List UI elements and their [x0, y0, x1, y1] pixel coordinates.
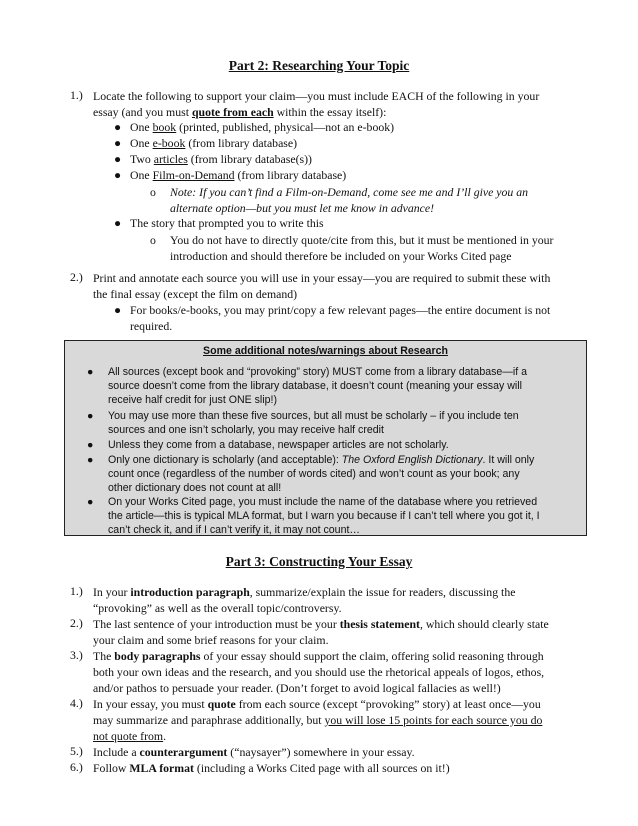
part3-item1-number: 1.) [70, 584, 83, 598]
part3-item5-text: Include a counterargument (“naysayer”) somewhere in your essay. [93, 745, 415, 759]
bullet-icon: ● [114, 136, 122, 150]
circle-bullet-icon: o [150, 185, 156, 199]
bullet-print-pages: ● For books/e-books, you may print/copy a few relevant pages—the entire document is not required. [114, 303, 551, 333]
part2-item2-number: 2.) [70, 270, 83, 284]
part2-title: Part 2: Researching Your Topic [228, 58, 410, 73]
text-line: Locate the following to support your claim—you must include EACH of the following in your [93, 89, 540, 103]
part3-item4-number: 4.) [70, 696, 83, 710]
part3-item3-number: 3.) [70, 648, 83, 662]
film-note: o Note: If you can’t find a Film-on-Demand, come see me and I’ll give you an alternate option—but you must let me know in advance! [150, 185, 529, 215]
part3-item4-text: In your essay, you must quote from each source (except “provoking” story) at least once—you may summarize and paraphrase additionally, but you will lose 15 points for each source you do not quote from. [93, 697, 543, 743]
bullet-icon: ● [87, 410, 94, 422]
research-warnings-box [64, 340, 587, 536]
bullet-icon: ● [87, 439, 94, 451]
story-note: o You do not have to directly quote/cite from this, but it must be mentioned in your introduction and should therefore be included on your Works Cited page [150, 233, 554, 263]
part3-title: Part 3: Constructing Your Essay [225, 554, 413, 569]
note-dictionary: ● Only one dictionary is scholarly (and acceptable): The Oxford English Dictionary. It will only count once (regardless of the number of words cited) and won’t count as your book; any other dictionary does not count at all! [87, 454, 535, 495]
bullet-icon: ● [87, 496, 94, 508]
note-works-cited: ● On your Works Cited page, you must include the name of the database where you retrieved the article—this is typical MLA format, but I warn you because if I can’t tell where you got it, I can’t check it, and if I can’t verify it, it may not count… [87, 496, 540, 537]
part3-item3-text: The body paragraphs of your essay should support the claim, offering solid reasoning through both your own ideas and the research, and you should use the rhetorical appeals of logos, ethos, and/or pathos to persuade your reader. (Don’t forget to avoid logical fallacies as well!) [93, 649, 545, 695]
note-library-database: ● All sources (except book and “provoking” story) MUST come from a library database—if a source doesn’t come from the library database, it doesn’t count (meaning your essay will receive half credit for just ONE slip!) [87, 366, 528, 407]
part3-item2-text: The last sentence of your introduction must be your thesis statement, which should clearly state your claim and some brief reasons for your claim. [93, 617, 549, 647]
bullet-icon: ● [114, 168, 122, 182]
part2-item1-number: 1.) [70, 88, 83, 102]
bullet-ebook: ● One e-book (from library database) [114, 136, 298, 150]
part2-item1-text [93, 88, 583, 120]
part3-item1-text: In your introduction paragraph, summarize/explain the issue for readers, discussing the “provoking” as well as the overall topic/controversy. [93, 585, 516, 615]
part2-item2-text: Print and annotate each source you will use in your essay—you are required to submit these with the final essay (except the film on demand) [93, 271, 551, 301]
part3-item6-text: Follow MLA format (including a Works Cited page with all sources on it!) [93, 761, 450, 775]
circle-bullet-icon: o [150, 233, 156, 247]
bullet-icon: ● [114, 303, 122, 317]
bullet-book: ● One book (printed, published, physical—not an e-book) [114, 120, 395, 134]
bullet-articles: ● Two articles (from library database(s)) [114, 152, 312, 166]
part3-item5-number: 5.) [70, 744, 83, 758]
bullet-icon: ● [114, 152, 122, 166]
box-heading: Some additional notes/warnings about Research [203, 345, 448, 357]
bullet-icon: ● [114, 120, 122, 134]
bullet-story: ● The story that prompted you to write this [114, 216, 324, 230]
bullet-icon: ● [87, 454, 94, 466]
part3-item2-number: 2.) [70, 616, 83, 630]
text-line: essay (and you must quote from each within the essay itself): [93, 105, 387, 119]
part3-item6-number: 6.) [70, 760, 83, 774]
bullet-icon: ● [114, 216, 122, 230]
bullet-icon: ● [87, 366, 94, 378]
note-scholarly-sources: ● You may use more than these five sources, but all must be scholarly – if you include ten sources and one isn’t scholarly, you may receive half credit [87, 410, 519, 437]
bullet-film: ● One Film-on-Demand (from library database) [114, 168, 347, 182]
note-newspaper: ● Unless they come from a database, newspaper articles are not scholarly. [87, 439, 449, 451]
